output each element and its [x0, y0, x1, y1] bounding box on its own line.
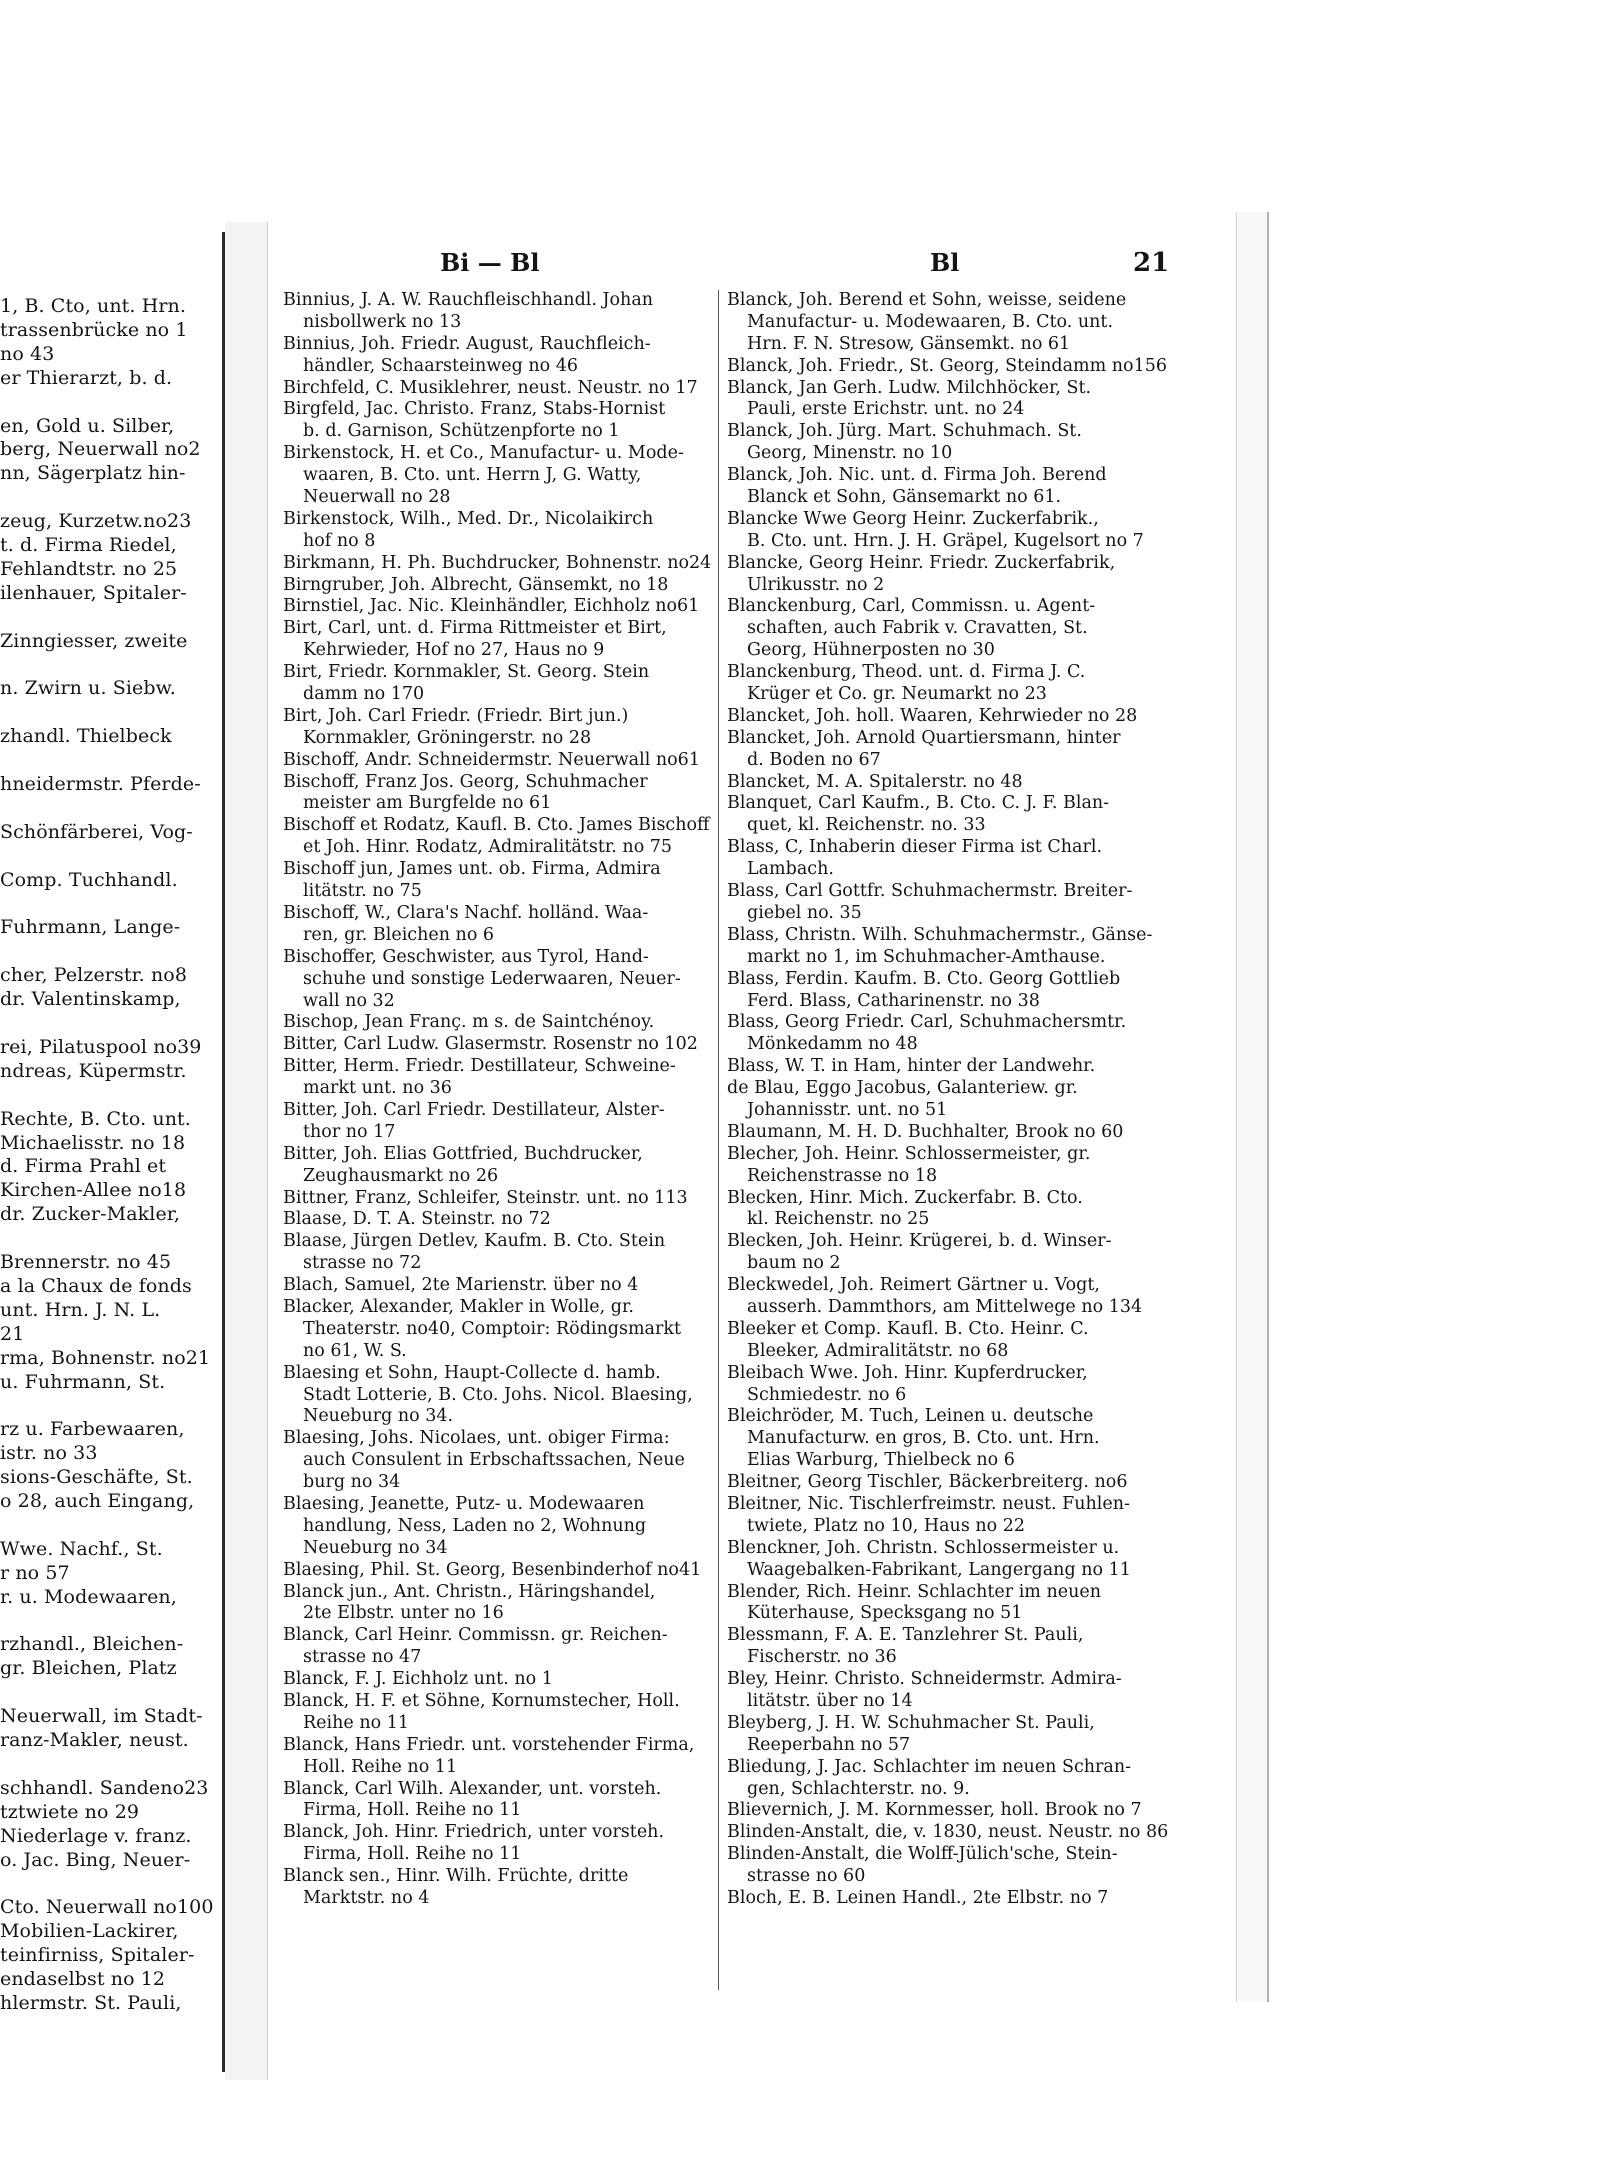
- entry-continuation-line: Georg, Hühnerposten no 30: [747, 640, 995, 661]
- entry-continuation-line: no 61, W. S.: [303, 1340, 407, 1361]
- entry-continuation-line: Zeughausmarkt no 26: [303, 1165, 499, 1186]
- left-page-line: Brennerstr. no 45: [0, 1251, 172, 1273]
- left-page-line: en, Gold u. Silber,: [0, 414, 175, 437]
- left-page-line: Kirchen-Allee no18: [0, 1179, 187, 1202]
- directory-entry-line: Blass, Ferdin. Kaufm. B. Cto. Georg Gottlieb: [727, 968, 1121, 989]
- directory-entry-line: Blanck, F. J. Eichholz unt. no 1: [283, 1669, 553, 1690]
- entry-continuation-line: Firma, Holl. Reihe no 11: [303, 1844, 522, 1865]
- left-page-line: zeug, Kurzetw.no23: [0, 510, 192, 533]
- entry-continuation-line: thor no 17: [303, 1121, 396, 1142]
- left-page-line: zhandl. Thielbeck: [0, 725, 172, 748]
- directory-entry-line: Blecken, Hinr. Mich. Zuckerfabr. B. Cto.: [727, 1187, 1083, 1208]
- left-page-line: dr. Valentinskamp,: [0, 988, 181, 1011]
- entry-continuation-line: strasse no 72: [303, 1253, 422, 1274]
- entry-continuation-line: Bleeker, Admiralitätstr. no 68: [747, 1340, 1009, 1361]
- left-page-line: Zinngiesser, zweite: [0, 629, 188, 652]
- directory-entry-line: Blaesing, Phil. St. Georg, Besenbinderhof no41: [283, 1559, 702, 1580]
- directory-entry-line: Blancket, Joh. Arnold Quartiersmann, hinter: [727, 727, 1121, 748]
- entry-continuation-line: Reihe no 11: [303, 1712, 409, 1733]
- entry-continuation-line: giebel no. 35: [747, 902, 862, 923]
- left-page-line: 21: [0, 1322, 25, 1345]
- directory-entry-line: Blacker, Alexander, Makler in Wolle, gr.: [283, 1296, 634, 1317]
- directory-entry-line: Blanck, Joh. Friedr., St. Georg, Steindamm no156: [727, 355, 1167, 376]
- entry-continuation-line: schaften, auch Fabrik v. Cravatten, St.: [747, 618, 1088, 639]
- entry-continuation-line: Reeperbahn no 57: [747, 1734, 911, 1755]
- directory-entry-line: Blass, Christn. Wilh. Schuhmachermstr., Gänse-: [727, 924, 1153, 945]
- entry-continuation-line: Mönkedamm no 48: [747, 1034, 918, 1055]
- entry-continuation-line: d. Boden no 67: [747, 749, 881, 770]
- left-page-line: Neuerwall, im Stadt-: [0, 1705, 203, 1728]
- directory-entry-line: Birkenstock, H. et Co., Manufactur- u. Mode-: [283, 443, 684, 464]
- directory-entry-line: Bischoff, Franz Jos. Georg, Schuhmacher: [283, 771, 648, 792]
- directory-entry-line: Bleitner, Georg Tischler, Bäckerbreiterg. no6: [727, 1472, 1128, 1493]
- directory-entry-line: Bischop, Jean Franç. m s. de Saintchénoy.: [283, 1012, 655, 1033]
- left-page-line: cher, Pelzerstr. no8: [0, 964, 188, 987]
- directory-entry-line: Blinden-Anstalt, die, v. 1830, neust. Neustr. no 86: [727, 1822, 1169, 1843]
- entry-continuation-line: Küterhause, Specksgang no 51: [747, 1603, 1023, 1624]
- left-page-line: Schönfärberei, Vog-: [0, 820, 193, 843]
- directory-entry-line: Blancket, M. A. Spitalerstr. no 48: [727, 771, 1023, 792]
- directory-entry-line: Birt, Carl, unt. d. Firma Rittmeister et Birt,: [283, 618, 667, 639]
- directory-entry-line: Blenckner, Joh. Christn. Schlossermeister u.: [727, 1537, 1120, 1558]
- left-page-line: Rechte, B. Cto. unt.: [0, 1107, 191, 1130]
- entry-continuation-line: Manufacturw. en gros, B. Cto. unt. Hrn.: [747, 1428, 1100, 1449]
- directory-entry-line: Blecher, Joh. Heinr. Schlossermeister, gr.: [727, 1143, 1091, 1164]
- entry-continuation-line: Waagebalken-Fabrikant, Langergang no 11: [747, 1559, 1131, 1580]
- directory-entry-line: Blaesing et Sohn, Haupt-Collecte d. hamb.: [283, 1362, 661, 1383]
- entry-continuation-line: Manufactur- u. Modewaaren, B. Cto. unt.: [747, 311, 1114, 332]
- entry-continuation-line: b. d. Garnison, Schützenpforte no 1: [303, 421, 620, 442]
- directory-entry-line: Bischoffer, Geschwister, aus Tyrol, Hand-: [283, 946, 649, 967]
- entry-continuation-line: Theaterstr. no40, Comptoir: Rödingsmarkt: [303, 1318, 681, 1339]
- directory-entry-line: Birt, Joh. Carl Friedr. (Friedr. Birt jun.): [283, 705, 629, 726]
- directory-entry-line: Birngruber, Joh. Albrecht, Gänsemkt, no 18: [283, 574, 669, 595]
- entry-continuation-line: auch Consulent in Erbschaftssachen, Neue: [303, 1450, 685, 1471]
- directory-column-right: [727, 290, 1172, 1910]
- entry-continuation-line: handlung, Ness, Laden no 2, Wohnung: [303, 1515, 647, 1536]
- directory-entry-line: Birkmann, H. Ph. Buchdrucker, Bohnenstr. no24: [283, 552, 712, 573]
- directory-entry-line: Blaase, D. T. A. Steinstr. no 72: [283, 1209, 551, 1230]
- directory-entry-line: Blievernich, J. M. Kornmesser, holl. Brook no 7: [727, 1800, 1142, 1821]
- entry-continuation-line: Neueburg no 34.: [303, 1406, 454, 1427]
- left-page-line: endaselbst no 12: [0, 1968, 166, 1990]
- entry-continuation-line: twiete, Platz no 10, Haus no 22: [747, 1515, 1026, 1536]
- left-page-line: rma, Bohnenstr. no21: [0, 1346, 211, 1369]
- directory-entry-line: Birnstiel, Jac. Nic. Kleinhändler, Eichholz no61: [283, 596, 700, 617]
- entry-continuation-line: ren, gr. Bleichen no 6: [303, 924, 495, 945]
- entry-continuation-line: Johannisstr. unt. no 51: [747, 1099, 948, 1120]
- entry-continuation-line: Ulrikusstr. no 2: [747, 574, 885, 595]
- directory-entry-line: Blancke Wwe Georg Heinr. Zuckerfabrik.,: [727, 508, 1099, 529]
- entry-continuation-line: Lambach.: [747, 859, 834, 880]
- entry-continuation-line: Marktstr. no 4: [303, 1888, 430, 1909]
- directory-entry-line: Blanck, Joh. Nic. unt. d. Firma Joh. Berend: [727, 465, 1107, 486]
- directory-entry-line: Birgfeld, Jac. Christo. Franz, Stabs-Hornist: [283, 399, 666, 420]
- directory-entry-line: Blanck, Jan Gerh. Ludw. Milchhöcker, St.: [727, 377, 1092, 398]
- directory-entry-line: Blanck, Carl Heinr. Commissn. gr. Reichen-: [283, 1625, 668, 1646]
- entry-continuation-line: quet, kl. Reichenstr. no. 33: [747, 815, 986, 836]
- directory-entry-line: Bleitner, Nic. Tischlerfreimstr. neust. Fuhlen-: [727, 1493, 1130, 1514]
- left-page-line: unt. Hrn. J. N. L.: [0, 1298, 161, 1321]
- entry-continuation-line: händler, Schaarsteinweg no 46: [303, 355, 578, 376]
- entry-continuation-line: Kehrwieder, Hof no 27, Haus no 9: [303, 640, 605, 661]
- directory-entry-line: Birt, Friedr. Kornmakler, St. Georg. Stein: [283, 662, 650, 683]
- entry-continuation-line: burg no 34: [303, 1472, 401, 1493]
- directory-entry-line: Bliedung, J. Jac. Schlachter im neuen Schran-: [727, 1756, 1132, 1777]
- running-head-right: Bl: [930, 248, 960, 277]
- directory-entry-line: Blanck jun., Ant. Christn., Häringshandel,: [283, 1581, 656, 1602]
- entry-continuation-line: Pauli, erste Erichstr. unt. no 24: [747, 399, 1025, 420]
- left-page-line: hlermstr. St. Pauli,: [0, 1991, 182, 2014]
- directory-entry-line: Bleeker et Comp. Kaufl. B. Cto. Heinr. C.: [727, 1318, 1089, 1339]
- entry-continuation-line: damm no 170: [303, 684, 425, 705]
- left-page-line: istr. no 33: [0, 1442, 98, 1465]
- entry-continuation-line: litätstr. no 75: [303, 881, 422, 902]
- directory-entry-line: Blancke, Georg Heinr. Friedr. Zuckerfabrik,: [727, 552, 1116, 573]
- directory-entry-line: Bitter, Joh. Elias Gottfried, Buchdrucker,: [283, 1143, 643, 1164]
- left-page-line: no 43: [0, 342, 55, 365]
- entry-continuation-line: strasse no 60: [747, 1866, 866, 1887]
- directory-entry-line: Bleyberg, J. H. W. Schuhmacher St. Pauli,: [727, 1712, 1095, 1733]
- directory-entry-line: Birkenstock, Wilh., Med. Dr., Nicolaikirch: [283, 508, 654, 529]
- entry-continuation-line: strasse no 47: [303, 1647, 422, 1668]
- directory-entry-line: Bley, Heinr. Christo. Schneidermstr. Admira-: [727, 1669, 1122, 1690]
- left-page-line: d. Firma Prahl et: [0, 1155, 167, 1178]
- left-page-line: n. Zwirn u. Siebw.: [0, 677, 176, 700]
- left-page-line: Comp. Tuchhandl.: [0, 868, 178, 891]
- entry-continuation-line: Schmiedestr. no 6: [747, 1384, 907, 1405]
- left-page-line: ranz-Makler, neust.: [0, 1729, 189, 1751]
- directory-entry-line: Blanck sen., Hinr. Wilh. Früchte, dritte: [283, 1866, 629, 1887]
- entry-continuation-line: B. Cto. unt. Hrn. J. H. Gräpel, Kugelsort no 7: [747, 530, 1144, 551]
- entry-continuation-line: Blanck et Sohn, Gänsemarkt no 61.: [747, 487, 1062, 508]
- directory-entry-line: Blessmann, F. A. E. Tanzlehrer St. Pauli,: [727, 1625, 1084, 1646]
- directory-entry-line: Bitter, Herm. Friedr. Destillateur, Schweine-: [283, 1056, 676, 1077]
- left-page-line: o 28, auch Eingang,: [0, 1490, 195, 1512]
- left-page-line: a la Chaux de fonds: [0, 1274, 192, 1297]
- left-page-fragment: [0, 232, 225, 2072]
- directory-entry-line: Bitter, Carl Ludw. Glasermstr. Rosenstr no 102: [283, 1034, 698, 1055]
- directory-entry-line: Binnius, J. A. W. Rauchfleischhandl. Johan: [283, 290, 654, 310]
- entry-continuation-line: gen, Schlachterstr. no. 9.: [747, 1778, 970, 1799]
- directory-entry-line: Bleibach Wwe. Joh. Hinr. Kupferdrucker,: [727, 1362, 1088, 1383]
- running-head-left: Bi — Bl: [440, 248, 540, 277]
- directory-entry-line: Bischoff, W., Clara's Nachf. holländ. Waa-: [283, 902, 649, 923]
- entry-continuation-line: markt no 1, im Schuhmacher-Amthause.: [747, 946, 1106, 967]
- entry-continuation-line: Hrn. F. N. Stresow, Gänsemkt. no 61: [747, 333, 1071, 354]
- directory-entry-line: Blaesing, Jeanette, Putz- u. Modewaaren: [283, 1493, 645, 1514]
- left-page-line: rzhandl., Bleichen-: [0, 1633, 184, 1656]
- directory-entry-line: Blaase, Jürgen Detlev, Kaufm. B. Cto. Stein: [283, 1231, 666, 1252]
- directory-entry-line: Blinden-Anstalt, die Wolff-Jülich'sche, Stein-: [727, 1844, 1118, 1865]
- left-page-line: Wwe. Nachf., St.: [0, 1537, 163, 1560]
- directory-entry-line: Blecken, Joh. Heinr. Krügerei, b. d. Winser-: [727, 1231, 1112, 1252]
- entry-continuation-line: hof no 8: [303, 530, 376, 551]
- entry-continuation-line: Kornmakler, Gröningerstr. no 28: [303, 727, 592, 748]
- directory-entry-line: Blanck, Joh. Hinr. Friedrich, unter vorsteh.: [283, 1822, 665, 1843]
- directory-entry-line: Bleckwedel, Joh. Reimert Gärtner u. Vogt,: [727, 1275, 1100, 1296]
- entry-continuation-line: waaren, B. Cto. unt. Herrn J, G. Watty,: [303, 465, 642, 486]
- entry-continuation-line: litätstr. über no 14: [747, 1691, 913, 1711]
- directory-entry-line: Birchfeld, C. Musiklehrer, neust. Neustr. no 17: [283, 377, 698, 398]
- entry-continuation-line: Fischerstr. no 36: [747, 1647, 897, 1668]
- entry-continuation-line: Reichenstrasse no 18: [747, 1165, 938, 1186]
- left-page-line: rei, Pilatuspool no39: [0, 1035, 202, 1058]
- directory-entry-line: Blanckenburg, Theod. unt. d. Firma J. C.: [727, 662, 1086, 683]
- left-page-line: schhandl. Sandeno23: [0, 1776, 209, 1799]
- left-page-line: ndreas, Küpermstr.: [0, 1059, 187, 1082]
- left-page-line: er Thierarzt, b. d.: [0, 366, 173, 389]
- directory-entry-line: Binnius, Joh. Friedr. August, Rauchfleich-: [283, 333, 651, 354]
- left-page-line: teinfirniss, Spitaler-: [0, 1944, 195, 1967]
- directory-entry-line: Bischoff jun, James unt. ob. Firma, Admira: [283, 859, 661, 880]
- directory-entry-line: Blanck, Joh. Berend et Sohn, weisse, seidene: [727, 290, 1127, 310]
- entry-continuation-line: Holl. Reihe no 11: [303, 1756, 458, 1777]
- directory-entry-line: Blach, Samuel, 2te Marienstr. über no 4: [283, 1275, 639, 1296]
- entry-continuation-line: Elias Warburg, Thielbeck no 6: [747, 1450, 1015, 1471]
- directory-entry-line: Blender, Rich. Heinr. Schlachter im neuen: [727, 1581, 1101, 1602]
- left-page-line: Niederlage v. franz.: [0, 1824, 192, 1847]
- entry-continuation-line: Firma, Holl. Reihe no 11: [303, 1800, 522, 1821]
- entry-continuation-line: ausserh. Dammthors, am Mittelwege no 134: [747, 1296, 1143, 1317]
- left-page-line: Fuhrmann, Lange-: [0, 916, 181, 939]
- entry-continuation-line: kl. Reichenstr. no 25: [747, 1209, 930, 1230]
- entry-continuation-line: Ferd. Blass, Catharinenstr. no 38: [747, 990, 1040, 1011]
- directory-entry-line: Blanckenburg, Carl, Commissn. u. Agent-: [727, 596, 1096, 617]
- left-page-line: Fehlandtstr. no 25: [0, 557, 178, 580]
- entry-continuation-line: markt unt. no 36: [303, 1078, 452, 1099]
- left-page-line: r no 57: [0, 1561, 70, 1584]
- entry-continuation-line: meister am Burgfelde no 61: [303, 793, 552, 814]
- directory-entry-line: Bleichröder, M. Tuch, Leinen u. deutsche: [727, 1406, 1094, 1427]
- left-page-line: nn, Sägerplatz hin-: [0, 462, 186, 485]
- directory-entry-line: Blanquet, Carl Kaufm., B. Cto. C. J. F. Blan-: [727, 793, 1110, 814]
- directory-entry-line: Blaesing, Johs. Nicolaes, unt. obiger Firma:: [283, 1428, 670, 1449]
- left-page-line: ilenhauer, Spitaler-: [0, 581, 187, 604]
- page-number: 21: [1133, 248, 1170, 278]
- left-page-line: o. Jac. Bing, Neuer-: [0, 1848, 191, 1871]
- left-page-line: 1, B. Cto, unt. Hrn.: [0, 295, 187, 317]
- left-page-line: rz u. Farbewaaren,: [0, 1418, 185, 1441]
- directory-entry-line: Bischoff et Rodatz, Kaufl. B. Cto. James Bischoff: [283, 815, 710, 836]
- entry-continuation-line: nisbollwerk no 13: [303, 311, 462, 332]
- left-page-line: Cto. Neuerwall no100: [0, 1896, 214, 1919]
- directory-column-left: [283, 290, 728, 1910]
- book-gutter: [225, 222, 268, 2080]
- entry-continuation-line: Neuerwall no 28: [303, 487, 451, 508]
- directory-entry-line: Blass, C, Inhaberin dieser Firma ist Charl.: [727, 837, 1103, 858]
- directory-entry-line: Bloch, E. B. Leinen Handl., 2te Elbstr. no 7: [727, 1888, 1109, 1909]
- left-page-line: tztwiete no 29: [0, 1800, 140, 1823]
- directory-entry-line: Bittner, Franz, Schleifer, Steinstr. unt. no 113: [283, 1187, 688, 1208]
- left-page-line: t. d. Firma Riedel,: [0, 534, 177, 556]
- directory-entry-line: Blanck, Joh. Jürg. Mart. Schuhmach. St.: [727, 421, 1082, 442]
- entry-continuation-line: Georg, Minenstr. no 10: [747, 443, 953, 464]
- left-page-line: trassenbrücke no 1: [0, 318, 188, 341]
- directory-entry-line: Blanck, H. F. et Söhne, Kornumstecher, Holl.: [283, 1691, 680, 1711]
- directory-entry-line: de Blau, Eggo Jacobus, Galanteriew. gr.: [727, 1078, 1078, 1099]
- entry-continuation-line: et Joh. Hinr. Rodatz, Admiralitätstr. no 75: [303, 837, 673, 858]
- left-page-line: r. u. Modewaaren,: [0, 1585, 177, 1608]
- entry-continuation-line: baum no 2: [747, 1253, 841, 1274]
- left-page-line: gr. Bleichen, Platz: [0, 1657, 177, 1680]
- left-page-line: sions-Geschäfte, St.: [0, 1466, 193, 1489]
- directory-entry-line: Blass, Carl Gottfr. Schuhmachermstr. Breiter-: [727, 881, 1133, 902]
- left-page-line: Mobilien-Lackirer,: [0, 1920, 179, 1943]
- left-page-line: berg, Neuerwall no2: [0, 438, 201, 461]
- entry-continuation-line: wall no 32: [303, 990, 395, 1011]
- directory-entry-line: Blanck, Hans Friedr. unt. vorstehender Firma,: [283, 1734, 695, 1755]
- left-page-line: u. Fuhrmann, St.: [0, 1370, 166, 1393]
- page-edge: [1236, 212, 1269, 2002]
- left-page-line: Michaelisstr. no 18: [0, 1131, 186, 1154]
- entry-continuation-line: Neueburg no 34: [303, 1537, 448, 1558]
- directory-entry-line: Blanck, Carl Wilh. Alexander, unt. vorsteh.: [283, 1778, 662, 1799]
- entry-continuation-line: Krüger et Co. gr. Neumarkt no 23: [747, 684, 1047, 705]
- entry-continuation-line: 2te Elbstr. unter no 16: [303, 1603, 504, 1624]
- directory-entry-line: Blancket, Joh. holl. Waaren, Kehrwieder no 28: [727, 705, 1138, 726]
- left-page-line: hneidermstr. Pferde-: [0, 773, 201, 795]
- entry-continuation-line: Stadt Lotterie, B. Cto. Johs. Nicol. Blaesing,: [303, 1384, 693, 1405]
- left-page-line: dr. Zucker-Makler,: [0, 1203, 181, 1226]
- directory-entry-line: Blaumann, M. H. D. Buchhalter, Brook no 60: [727, 1121, 1124, 1142]
- directory-entry-line: Blass, Georg Friedr. Carl, Schuhmachersmtr.: [727, 1012, 1127, 1033]
- directory-entry-line: Blass, W. T. in Ham, hinter der Landwehr.: [727, 1056, 1096, 1077]
- entry-continuation-line: schuhe und sonstige Lederwaaren, Neuer-: [303, 968, 681, 989]
- directory-entry-line: Bischoff, Andr. Schneidermstr. Neuerwall no61: [283, 749, 700, 770]
- directory-entry-line: Bitter, Joh. Carl Friedr. Destillateur, Alster-: [283, 1099, 665, 1120]
